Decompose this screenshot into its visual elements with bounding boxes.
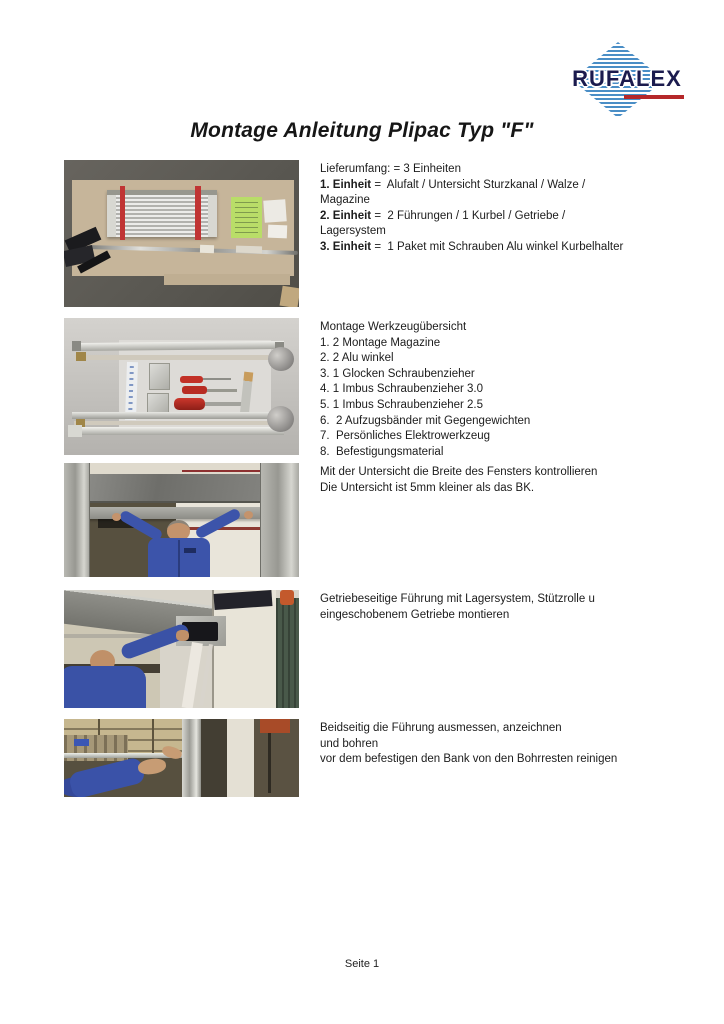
photo-delivery-components	[64, 160, 299, 307]
text-run: 3. 1 Glocken Schraubenzieher	[320, 367, 475, 380]
text-line	[320, 414, 712, 430]
text-run: Mit der Untersicht die Breite des Fensters kontrollieren	[320, 466, 598, 478]
rufalex-logo	[550, 42, 704, 120]
section-text-untersicht	[320, 465, 712, 496]
screwdriver-mid-shaft	[207, 389, 237, 392]
section-text-werkzeug	[320, 320, 712, 460]
alu-rail-bottom-2	[68, 427, 284, 435]
steel-column-left	[64, 463, 90, 577]
lift-strap-top	[74, 355, 280, 360]
alu-rail-bottom-1	[72, 412, 274, 419]
text-run: vor dem befestigen den Bank von den Bohrresten reinigen	[320, 753, 618, 766]
counterweight-bottom	[267, 406, 294, 432]
green-note	[231, 197, 262, 238]
text-line	[320, 398, 712, 414]
strap-buckle-top	[76, 352, 86, 361]
cardboard-strip	[164, 274, 290, 285]
text-line	[320, 445, 712, 461]
text-run: Beidseitig die Führung ausmessen, anzeichnen	[320, 722, 562, 734]
text-run: = 1 Paket mit Schrauben Alu winkel Kurbelhalter	[371, 240, 624, 253]
text-line	[320, 351, 712, 367]
text-run: 8. Befestigungsmaterial	[320, 445, 444, 458]
text-line	[320, 178, 712, 194]
worker-hand-left	[112, 513, 121, 521]
cardboard-corner	[280, 286, 299, 307]
counterweight-top	[268, 347, 294, 371]
text-line	[320, 382, 712, 398]
screwdriver-big-handle	[174, 398, 205, 410]
photo-measure-drill	[64, 719, 299, 797]
photo-width-check	[64, 463, 299, 577]
text-run: Die Untersicht ist 5mm kleiner als das BK.	[320, 481, 535, 494]
tube-wrapping-1	[200, 245, 214, 253]
orange-equipment	[280, 590, 294, 605]
green-door	[276, 598, 299, 708]
text-line	[320, 429, 712, 445]
top-band	[90, 463, 260, 474]
door-slats	[276, 598, 299, 708]
text-run: = 2 Führungen / 1 Kurbel / Getriebe /	[371, 209, 566, 222]
text-line	[320, 367, 712, 383]
logo-wordmark: RUFALEX	[572, 66, 682, 91]
text-run: Montage Werkzeugübersicht	[320, 321, 467, 333]
worker-fist	[176, 630, 189, 641]
text-line	[320, 608, 712, 624]
white-paper-2	[268, 225, 287, 239]
page-number: Seite 1	[344, 958, 380, 970]
photo-gear-side-guide	[64, 590, 299, 708]
bold-run: 2. Einheit	[320, 209, 372, 222]
text-line	[320, 465, 712, 481]
rail-end-left	[72, 341, 81, 351]
text-run: 2. 2 Alu winkel	[320, 352, 394, 365]
text-run: Lagersystem	[320, 225, 386, 238]
red-machinery	[260, 719, 290, 733]
text-run: Lieferumfang: = 3 Einheiten	[320, 163, 461, 175]
text-run: eingeschobenem Getriebe montieren	[320, 608, 510, 621]
text-run: = Alufalt / Untersicht Sturzkanal / Walze /	[371, 178, 586, 191]
bold-run: 3. Einheit	[320, 240, 372, 253]
text-line	[320, 193, 712, 209]
label-blue-text	[128, 366, 134, 416]
section-text-fuehrung	[320, 592, 712, 623]
text-run: 5. 1 Imbus Schraubenzieher 2.5	[320, 398, 484, 411]
machine-post	[268, 733, 271, 793]
text-line	[320, 481, 712, 497]
red-strap-left	[120, 186, 125, 240]
section-text-lieferumfang	[320, 162, 712, 256]
panel-end-cap-right	[208, 195, 217, 237]
worker-body	[64, 666, 146, 708]
text-line	[320, 240, 712, 256]
steel-column-right	[260, 463, 299, 577]
screwdriver-small-handle	[180, 376, 203, 383]
alu-plate-2	[147, 393, 169, 414]
text-line	[320, 592, 712, 608]
bold-run: 1. Einheit	[320, 178, 372, 191]
section-text-bohren	[320, 721, 712, 768]
panel-end-cap-left	[107, 195, 116, 237]
text-line	[320, 209, 712, 225]
text-run: 1. 2 Montage Magazine	[320, 336, 441, 349]
alu-plate-1	[149, 363, 170, 390]
tube-wrapping-2	[236, 246, 262, 254]
text-line	[320, 162, 712, 178]
text-line	[320, 752, 712, 768]
galvanized-lintel	[90, 474, 260, 503]
page-title: Montage Anleitung Plipac Typ "F"	[190, 119, 534, 142]
text-line	[320, 336, 712, 352]
post-2	[152, 719, 154, 753]
rail-fork-end	[68, 425, 82, 437]
text-run: 6. 2 Aufzugsbänder mit Gegengewichten	[320, 414, 531, 427]
text-run: Getriebeseitige Führung mit Lagersystem, Stützrolle u	[320, 593, 595, 605]
vertical-guide-rail	[182, 719, 201, 797]
text-run: 7. Persönliches Elektrowerkzeug	[320, 430, 491, 443]
text-line	[320, 224, 712, 240]
text-run: 4. 1 Imbus Schraubenzieher 3.0	[320, 383, 484, 396]
jacket-zipper	[178, 540, 180, 577]
screwdriver-mid-handle	[182, 386, 207, 394]
red-line-top	[182, 470, 260, 472]
text-line	[320, 320, 712, 336]
text-run: Magazine	[320, 194, 370, 207]
red-strap-right	[195, 186, 201, 240]
chest-pocket	[184, 548, 196, 553]
white-paper-1	[263, 199, 286, 222]
worker-torso	[148, 538, 210, 577]
lift-strap-bottom	[74, 421, 274, 425]
photo-tools-overview	[64, 318, 299, 455]
text-line	[320, 737, 712, 753]
screwdriver-small-shaft	[203, 378, 231, 380]
text-run: und bohren	[320, 737, 379, 750]
dark-opening	[201, 719, 227, 797]
worker-hand-right	[244, 511, 253, 519]
blue-sign	[74, 739, 89, 746]
white-column	[227, 719, 254, 797]
logo-red-underline	[624, 95, 684, 99]
note-scribbles	[235, 202, 258, 233]
text-line	[320, 721, 712, 737]
